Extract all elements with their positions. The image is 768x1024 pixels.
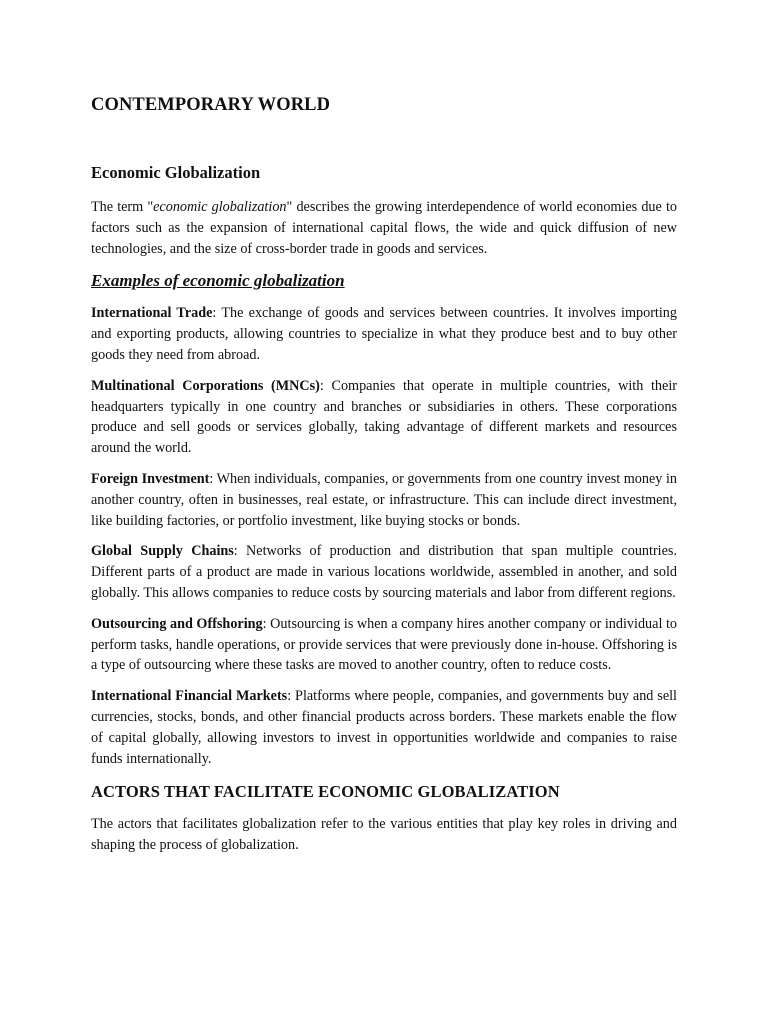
section-heading: Economic Globalization: [91, 163, 261, 182]
example-text: : Outsourcing is when a company hires another company or individual to perform tasks, handle operations, or provide services that were previously done in-house. Offshoring is a type of outsourcing where these tasks are moved to another country, often to reduce costs.: [91, 615, 677, 674]
example-term: International Financial Markets: [91, 688, 288, 705]
example-paragraph: [91, 686, 677, 769]
actors-heading: ACTORS THAT FACILITATE ECONOMIC GLOBALIZATION: [91, 782, 560, 802]
examples-heading: Examples of economic globalization: [91, 271, 345, 291]
example-term: Global Supply Chains: [91, 543, 234, 560]
intro-text-after: " describes the growing interdependence of world economies due to factors such as the expansion of international capital flows, the wide and quick diffusion of new technologies, and the size of cross-border trade in goods and services.: [91, 199, 677, 257]
document-page: [91, 93, 677, 856]
example-term: International Trade: [91, 305, 213, 322]
example-paragraph: [91, 376, 677, 459]
intro-text-before: The term ": [91, 199, 154, 215]
example-text: : Platforms where people, companies, and governments buy and sell currencies, stocks, bonds, and other financial products across borders. These markets enable the flow of capital globally, allowing investors to invest in opportunities worldwide and companies to raise funds internationally.: [91, 688, 678, 767]
example-paragraph: [91, 614, 677, 676]
example-text: : Networks of production and distribution that span multiple countries. Different parts of a product are made in various locations worldwide, assembled in another, and sold globally. This allows companies to reduce costs by sourcing materials and labor from different regions.: [91, 543, 677, 601]
example-paragraph: [91, 469, 677, 531]
example-paragraph: [91, 541, 677, 603]
example-text: : The exchange of goods and services between countries. It involves importing and exporting products, allowing countries to specialize in what they produce best and to buy other goods they need from abroad.: [91, 305, 677, 363]
example-term: Multinational Corporations (MNCs): [91, 377, 320, 394]
example-text: : When individuals, companies, or governments from one country invest money in another country, often in businesses, real estate, or infrastructure. This can include direct investment, like building factories, or portfolio investment, like buying stocks or bonds.: [91, 470, 677, 529]
example-paragraph: [91, 303, 677, 365]
example-term: Foreign Investment: [91, 470, 210, 487]
intro-emphasis: economic globalization: [153, 199, 287, 215]
actors-paragraph: The actors that facilitates globalization refer to the various entities that play key roles in driving and shaping the process of globalization.: [91, 816, 677, 854]
example-term: Outsourcing and Offshoring: [91, 615, 263, 632]
example-text: : Companies that operate in multiple countries, with their headquarters typically in one country and branches or subsidiaries in others. These corporations produce and sell goods or services globally, taking advantage of different markets and resources around the world.: [91, 377, 677, 457]
document-title: CONTEMPORARY WORLD: [91, 95, 331, 115]
intro-paragraph: [91, 197, 677, 259]
